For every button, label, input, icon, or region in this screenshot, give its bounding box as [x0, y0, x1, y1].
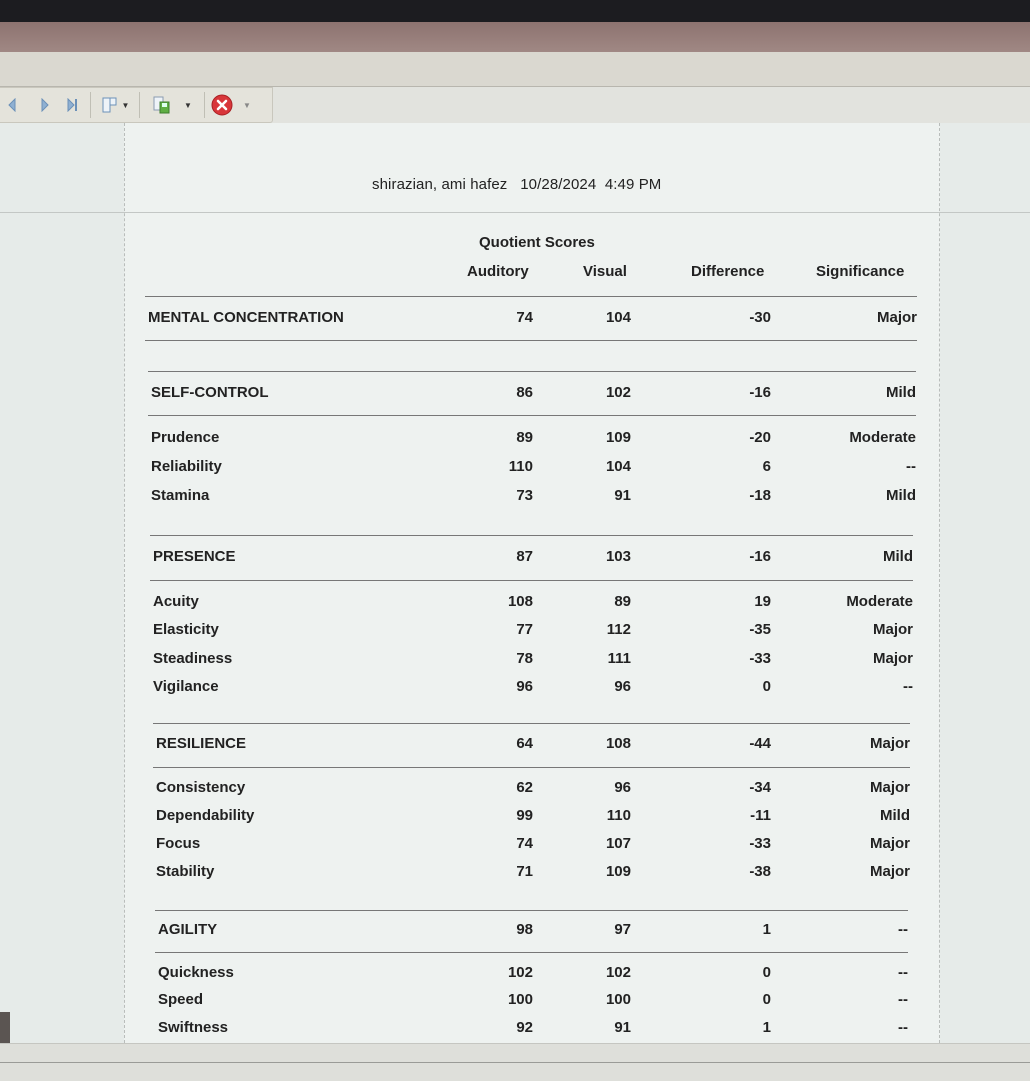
- section-divider: [153, 723, 910, 724]
- report-header: [372, 176, 661, 193]
- next-page-button[interactable]: [30, 91, 60, 119]
- visual-score: 107: [605, 835, 631, 852]
- auditory-score: 73: [516, 487, 533, 504]
- row-label: Consistency: [156, 779, 246, 796]
- difference-score: -35: [749, 621, 771, 638]
- auditory-score: 78: [516, 650, 533, 667]
- auditory-score: 86: [516, 384, 533, 401]
- visual-score: 111: [607, 650, 631, 667]
- monitor-frame: [0, 22, 1030, 52]
- section-header-row: [158, 921, 908, 943]
- column-header-significance: Significance: [816, 263, 905, 280]
- row-label: AGILITY: [158, 921, 218, 938]
- subscale-row: [156, 863, 910, 885]
- auditory-score: 99: [516, 807, 533, 824]
- section-header-row: [153, 548, 913, 570]
- auditory-score: 74: [516, 835, 533, 852]
- subscale-row: [158, 964, 908, 986]
- significance-label: --: [898, 991, 908, 1008]
- row-label: Swiftness: [158, 1019, 229, 1036]
- toolbar-separator: [90, 92, 91, 118]
- report-time: 4:49 PM: [604, 176, 662, 193]
- difference-score: 6: [762, 458, 771, 475]
- significance-label: --: [903, 678, 913, 695]
- visual-score: 89: [614, 593, 631, 610]
- page-header-divider: [0, 212, 1030, 213]
- visual-score: 104: [605, 458, 631, 475]
- row-label: Steadiness: [153, 650, 233, 667]
- significance-label: Mild: [886, 487, 916, 504]
- subscale-row: [151, 487, 916, 509]
- subscale-row: [153, 621, 913, 643]
- significance-label: Major: [869, 863, 910, 880]
- section-header-row: [151, 384, 916, 406]
- report-toolbar: [0, 87, 273, 123]
- visual-score: 103: [605, 548, 631, 565]
- section-divider: [145, 296, 917, 297]
- visual-score: 110: [606, 807, 631, 824]
- row-label: Stamina: [151, 487, 210, 504]
- difference-score: 1: [762, 1019, 771, 1036]
- significance-label: Mild: [883, 548, 913, 565]
- difference-score: -38: [749, 863, 771, 880]
- significance-label: Mild: [886, 384, 916, 401]
- visual-score: 109: [605, 429, 631, 446]
- visual-score: 102: [605, 964, 631, 981]
- row-label: PRESENCE: [153, 548, 236, 565]
- toolbar-separator: [204, 92, 205, 118]
- difference-score: -33: [749, 835, 771, 852]
- subscale-row: [156, 835, 910, 857]
- section-header-row: [148, 309, 917, 331]
- row-label: Focus: [156, 835, 201, 852]
- section-divider: [150, 535, 913, 536]
- triangle-right-icon: [40, 98, 50, 112]
- subscale-row: [158, 1019, 908, 1041]
- column-header-auditory: Auditory: [467, 263, 529, 280]
- visual-score: 104: [605, 309, 631, 326]
- visual-score: 109: [605, 863, 631, 880]
- window-edge: [0, 1012, 10, 1044]
- difference-score: 19: [754, 593, 771, 610]
- row-label: Reliability: [151, 458, 222, 475]
- significance-label: --: [906, 458, 916, 475]
- difference-score: -16: [749, 384, 771, 401]
- row-label: Prudence: [151, 429, 220, 446]
- close-circle-icon: [211, 94, 233, 116]
- chevron-down-icon: ▼: [243, 100, 251, 110]
- difference-score: 0: [762, 991, 771, 1008]
- row-label: Vigilance: [153, 678, 219, 695]
- significance-label: Moderate: [849, 429, 916, 446]
- significance-label: Major: [872, 650, 913, 667]
- quotient-scores-title: Quotient Scores: [479, 234, 595, 251]
- auditory-score: 100: [507, 991, 533, 1008]
- significance-label: Major: [876, 309, 917, 326]
- chevron-down-icon: ▼: [184, 100, 192, 110]
- auditory-score: 87: [516, 548, 533, 565]
- export-save-icon: [152, 95, 172, 115]
- difference-score: -34: [749, 779, 771, 796]
- difference-score: -20: [749, 429, 771, 446]
- significance-label: Major: [869, 735, 910, 752]
- chevron-down-icon: ▼: [121, 100, 130, 110]
- difference-score: 0: [762, 678, 771, 695]
- page-layout-icon: [101, 96, 119, 114]
- monitor-bezel: [0, 0, 1030, 22]
- significance-label: Major: [869, 835, 910, 852]
- difference-score: 1: [762, 921, 771, 938]
- subscale-row: [156, 779, 910, 801]
- significance-label: Major: [872, 621, 913, 638]
- row-label: Stability: [156, 863, 215, 880]
- visual-score: 102: [605, 384, 631, 401]
- last-page-button[interactable]: [60, 91, 86, 119]
- visual-score: 97: [614, 921, 631, 938]
- previous-page-button[interactable]: [2, 91, 22, 119]
- row-label: SELF-CONTROL: [151, 384, 269, 401]
- subscale-row: [153, 678, 913, 700]
- auditory-score: 96: [516, 678, 533, 695]
- close-report-button[interactable]: [209, 91, 253, 119]
- difference-score: 0: [762, 964, 771, 981]
- window-titlebar: [0, 52, 1030, 87]
- row-label: Speed: [158, 991, 204, 1008]
- column-header-difference: Difference: [691, 263, 765, 280]
- auditory-score: 74: [516, 309, 533, 326]
- significance-label: --: [898, 1019, 908, 1036]
- visual-score: 112: [606, 621, 631, 638]
- auditory-score: 102: [507, 964, 533, 981]
- difference-score: -11: [750, 807, 771, 824]
- section-divider: [155, 910, 908, 911]
- subscale-row: [153, 650, 913, 672]
- auditory-score: 108: [507, 593, 533, 610]
- difference-score: -30: [749, 309, 771, 326]
- row-label: MENTAL CONCENTRATION: [148, 309, 344, 326]
- row-label: Elasticity: [153, 621, 219, 638]
- significance-label: Moderate: [846, 593, 913, 610]
- column-header-visual: Visual: [583, 263, 627, 280]
- visual-score: 96: [614, 779, 631, 796]
- status-divider: [0, 1062, 1030, 1063]
- significance-label: --: [898, 964, 908, 981]
- section-divider: [153, 767, 910, 768]
- row-label: Dependability: [156, 807, 255, 824]
- subscale-row: [156, 807, 910, 829]
- export-button[interactable]: [144, 91, 200, 119]
- auditory-score: 110: [508, 458, 533, 475]
- auditory-score: 77: [516, 621, 533, 638]
- skip-to-end-icon: [66, 98, 80, 112]
- auditory-score: 71: [516, 863, 533, 880]
- section-divider: [150, 580, 913, 581]
- auditory-score: 98: [516, 921, 533, 938]
- visual-score: 100: [605, 991, 631, 1008]
- row-label: Quickness: [158, 964, 234, 981]
- significance-label: Mild: [880, 807, 910, 824]
- visual-score: 96: [614, 678, 631, 695]
- section-divider: [148, 371, 916, 372]
- visual-score: 91: [614, 1019, 631, 1036]
- row-label: RESILIENCE: [156, 735, 247, 752]
- auditory-score: 64: [516, 735, 533, 752]
- layout-button[interactable]: [95, 91, 135, 119]
- difference-score: -33: [749, 650, 771, 667]
- triangle-left-icon: [7, 98, 17, 112]
- report-date: 10/28/2024: [520, 176, 597, 193]
- section-divider: [155, 952, 908, 953]
- visual-score: 108: [605, 735, 631, 752]
- difference-score: -44: [749, 735, 771, 752]
- row-label: Acuity: [153, 593, 199, 610]
- toolbar-separator: [139, 92, 140, 118]
- auditory-score: 92: [516, 1019, 533, 1036]
- significance-label: Major: [869, 779, 910, 796]
- auditory-score: 89: [516, 429, 533, 446]
- report-page: [124, 123, 940, 1043]
- section-header-row: [156, 735, 910, 757]
- status-bar: [0, 1043, 1030, 1081]
- patient-name: shirazian, ami hafez: [372, 176, 508, 193]
- section-divider: [148, 415, 916, 416]
- significance-label: --: [898, 921, 908, 938]
- section-divider: [145, 340, 917, 341]
- subscale-row: [158, 991, 908, 1013]
- subscale-row: [153, 593, 913, 615]
- subscale-row: [151, 458, 916, 480]
- difference-score: -18: [749, 487, 771, 504]
- auditory-score: 62: [516, 779, 533, 796]
- subscale-row: [151, 429, 916, 451]
- visual-score: 91: [614, 487, 631, 504]
- difference-score: -16: [749, 548, 771, 565]
